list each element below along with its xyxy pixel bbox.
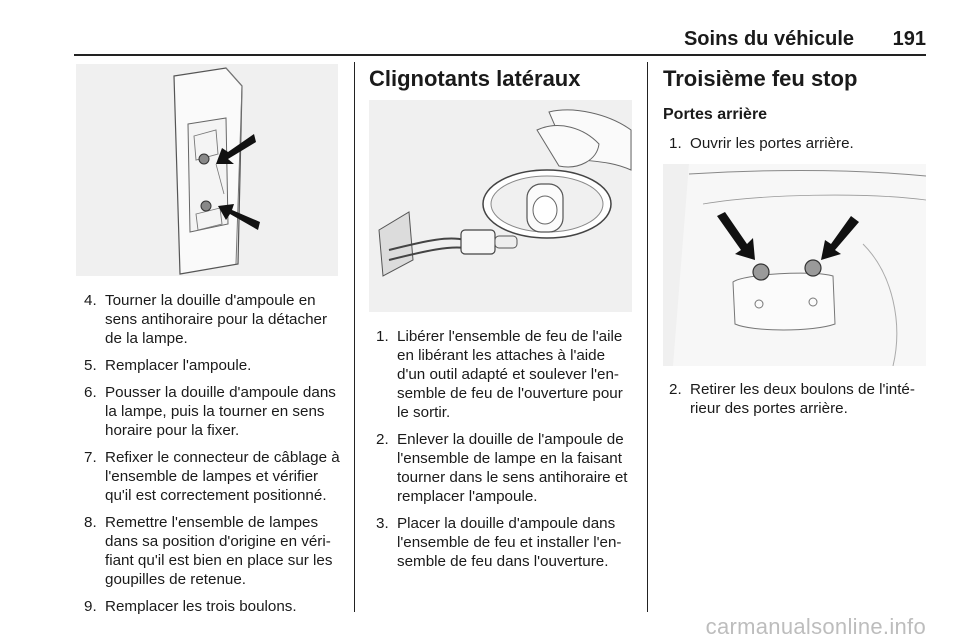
lamp-housing-illustration bbox=[76, 64, 338, 276]
header-rule bbox=[74, 54, 926, 56]
list-item: 9. Remplacer les trois boulons. bbox=[84, 598, 297, 615]
list-item: 8. Remettre l'ensemble de lampes dans sa position d'origine en vérifiant qu'il est bien en place sur les goupilles de retenue. bbox=[84, 514, 333, 588]
watermark: carmanualsonline.info bbox=[705, 614, 926, 639]
list-item: 3. Placer la douille d'ampoule dans l'ensemble de feu et installer l'ensemble de feu dans l'ouverture. bbox=[376, 515, 622, 570]
right-steps-list-b bbox=[669, 380, 927, 426]
list-item: 4. Tourner la douille d'ampoule en sens antihoraire pour la détacher de la lampe. bbox=[84, 292, 328, 347]
rear-door-drawing bbox=[663, 164, 926, 366]
list-item: 5. Remplacer l'ampoule. bbox=[84, 357, 252, 374]
list-item: 6. Pousser la douille d'ampoule dans la lampe, puis la tourner en sens horaire pour la fixer. bbox=[84, 384, 336, 439]
column-divider-2 bbox=[647, 62, 648, 612]
list-item: 7. Refixer le connecteur de câblage à l'ensemble de lampes et vérifier qu'il est correctement positionné. bbox=[84, 449, 340, 504]
section-title: Soins du véhicule bbox=[683, 28, 854, 50]
side-indicator-illustration bbox=[369, 100, 632, 312]
middle-steps-list bbox=[376, 327, 634, 579]
list-item: 2. Retirer les deux boulons de l'intérieur des portes arrière. bbox=[669, 381, 915, 417]
right-steps-list-a bbox=[669, 134, 927, 161]
subsection-heading-portes: Portes arrière bbox=[663, 106, 768, 123]
lamp-housing-drawing bbox=[76, 64, 338, 276]
list-item: 2. Enlever la douille de l'ampoule de l'ensemble de lampe en la faisant tourner dans le sens antihoraire et remplacer l'ampoule. bbox=[376, 431, 628, 505]
list-item: 1. Libérer l'ensemble de feu de l'aile en libérant les attaches à l'aide d'un outil adapté et soulever l'ensemble de feu de l'ouverture pour le sortir. bbox=[376, 328, 623, 421]
left-steps-list bbox=[84, 291, 340, 624]
page-number: 191 bbox=[892, 28, 926, 50]
side-indicator-drawing bbox=[369, 100, 632, 312]
list-item: 1. Ouvrir les portes arrière. bbox=[669, 135, 854, 152]
page-header bbox=[74, 28, 926, 52]
column-divider-1 bbox=[354, 62, 355, 612]
section-heading-clignotants: Clignotants latéraux bbox=[369, 66, 581, 91]
rear-door-illustration bbox=[663, 164, 926, 366]
section-heading-troisieme-feu: Troisième feu stop bbox=[663, 66, 858, 91]
